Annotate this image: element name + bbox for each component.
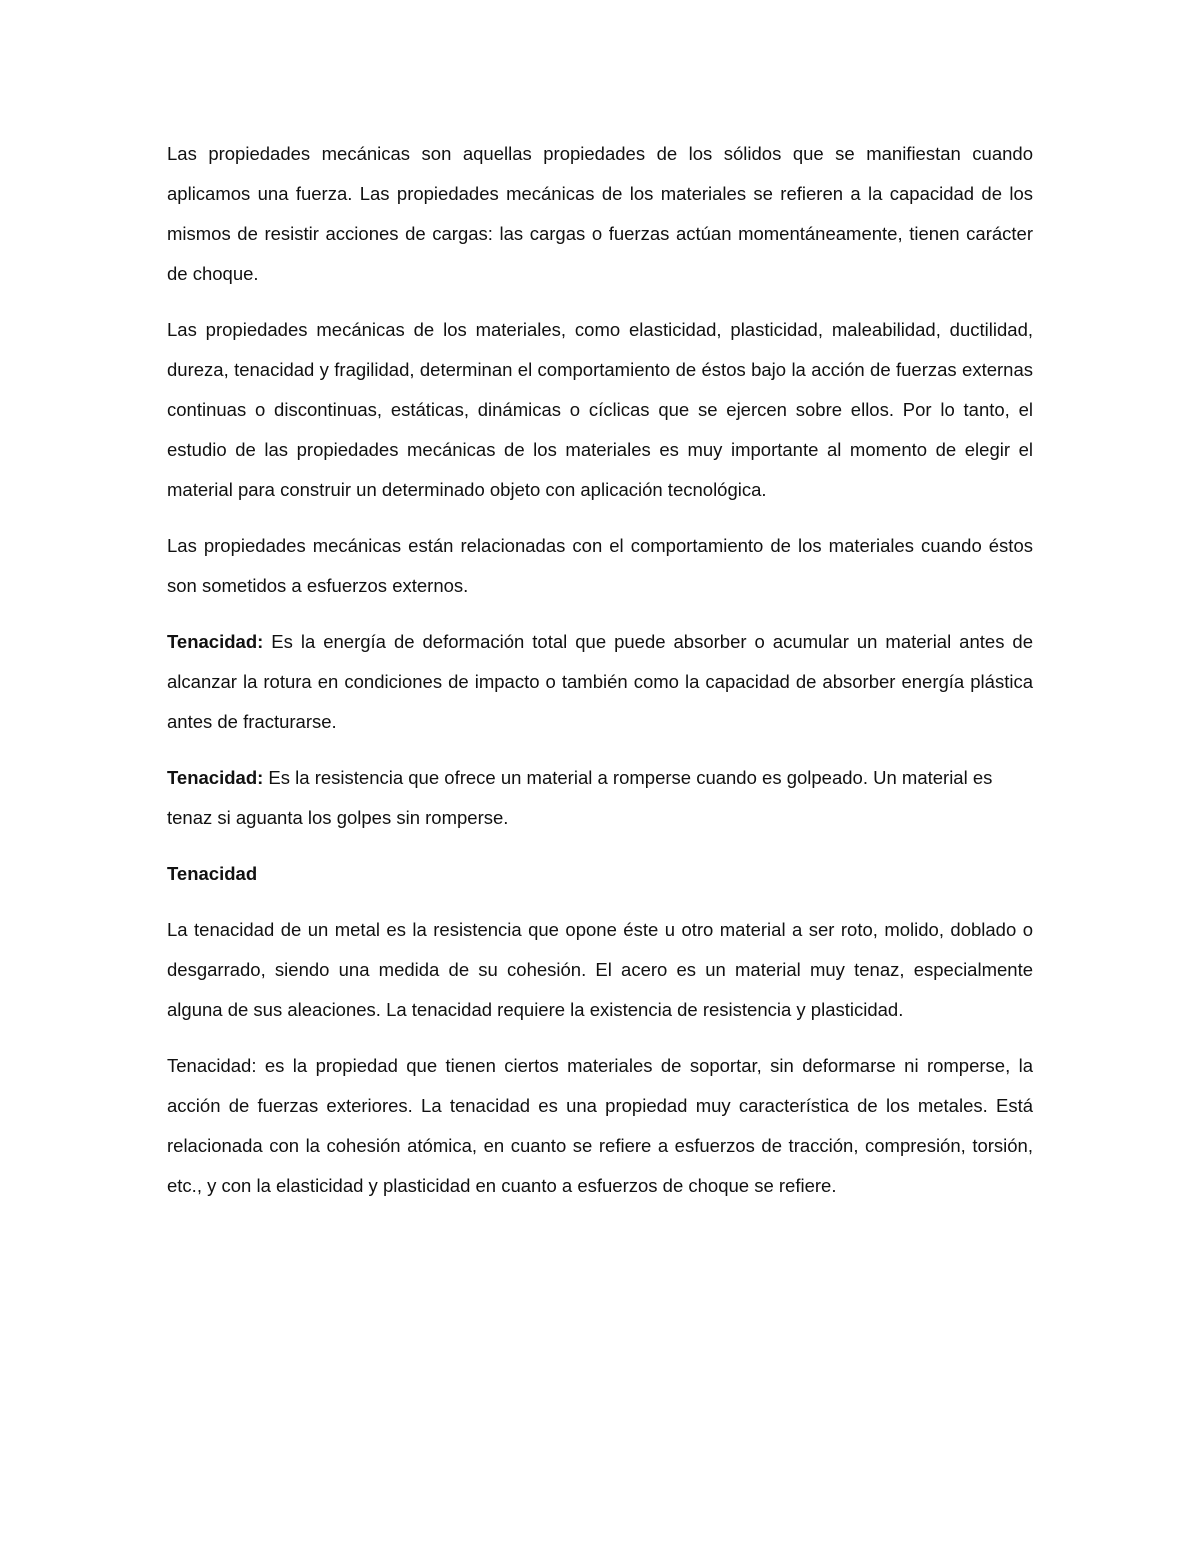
- definition-text: Es la energía de deformación total que puede absorber o acumular un material antes de alcanzar la rotura en condiciones de impacto o también como la capacidad de absorber energía plástica antes de fracturarse.: [167, 631, 1033, 732]
- document-body: [167, 134, 1033, 1222]
- paragraph-tenacidad-definition-1: [167, 622, 1033, 742]
- term-tenacidad: Tenacidad:: [167, 631, 264, 652]
- section-heading-tenacidad: Tenacidad: [167, 863, 258, 884]
- definition-text: Es la resistencia que ofrece un material a romperse cuando es golpeado. Un material es tenaz si aguanta los golpes sin romperse.: [167, 767, 993, 828]
- paragraph-tenacidad-definition-2: [167, 758, 1033, 838]
- paragraph-properties-list: Las propiedades mecánicas de los materiales, como elasticidad, plasticidad, maleabilidad, ductilidad, dureza, tenacidad y fragilidad, determinan el comportamiento de éstos bajo la acción de fuerzas externas continuas o discontinuas, estáticas, dinámicas o cíclicas que se ejercen sobre ellos. Por lo tanto, el estudio de las propiedades mecánicas de los materiales es muy importante al momento de elegir el material para construir un determinado objeto con aplicación tecnológica.: [167, 319, 1033, 500]
- paragraph-external-forces: Las propiedades mecánicas están relacionadas con el comportamiento de los materiales cuando éstos son sometidos a esfuerzos externos.: [167, 535, 1033, 596]
- paragraph-intro: Las propiedades mecánicas son aquellas propiedades de los sólidos que se manifiestan cuando aplicamos una fuerza. Las propiedades mecánicas de los materiales se refieren a la capacidad de los mismos de resistir acciones de cargas: las cargas o fuerzas actúan momentáneamente, tienen carácter de choque.: [167, 143, 1033, 284]
- term-tenacidad: Tenacidad:: [167, 767, 264, 788]
- paragraph-metal-tenacity: La tenacidad de un metal es la resistencia que opone éste u otro material a ser roto, molido, doblado o desgarrado, siendo una medida de su cohesión. El acero es un material muy tenaz, especialmente alguna de sus aleaciones. La tenacidad requiere la existencia de resistencia y plasticidad.: [167, 919, 1033, 1020]
- paragraph-tenacity-property: Tenacidad: es la propiedad que tienen ciertos materiales de soportar, sin deformarse ni romperse, la acción de fuerzas exteriores. La tenacidad es una propiedad muy característica de los metales. Está relacionada con la cohesión atómica, en cuanto se refiere a esfuerzos de tracción, compresión, torsión, etc., y con la elasticidad y plasticidad en cuanto a esfuerzos de choque se refiere.: [167, 1055, 1033, 1196]
